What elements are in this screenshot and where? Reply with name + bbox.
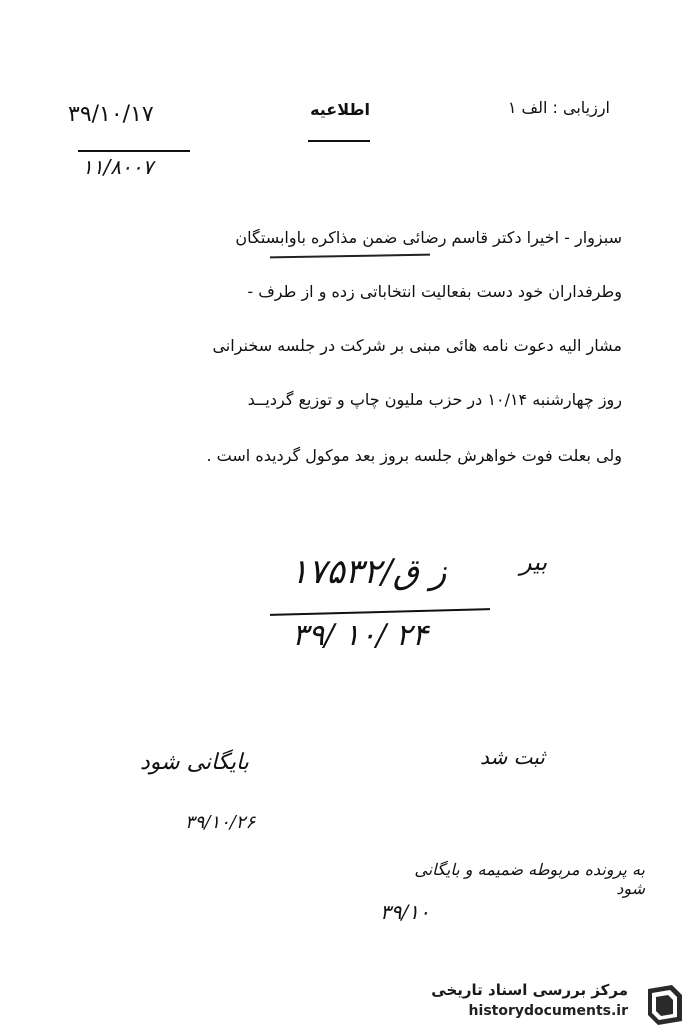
handwritten-note-bottom: به پرونده مربوطه ضمیمه و بایگانی شود: [414, 860, 645, 898]
watermark-text: مرکز بررسی اسناد تاریخی: [431, 981, 628, 999]
handwritten-registration-number: ۱۷۵۳۲/ز ق: [290, 552, 447, 592]
handwritten-note-left: بایگانی شود: [140, 750, 249, 775]
body-line-5: ولی بعلت فوت خواهرش جلسه بروز بعد موکول گردیده است .: [206, 446, 622, 465]
document-date: ۳۹/۱۰/۱۷: [68, 102, 154, 127]
handwritten-note-left-date: ۳۹/۱۰/۲۶: [185, 812, 256, 833]
handwritten-note-right: ثبت شد: [480, 745, 545, 769]
title-underline: [308, 140, 370, 142]
handwritten-divider: [270, 608, 490, 616]
handwritten-mark: بیر: [520, 548, 548, 576]
watermark: [402, 979, 692, 1027]
handwritten-date: ۳۹/ ۱۰/ ۲۴: [292, 618, 428, 653]
reference-divider: [78, 150, 190, 152]
handwritten-initial: ۳۹/۱۰: [380, 900, 430, 924]
name-underline: [270, 254, 430, 259]
document-title: اطلاعیه: [310, 100, 370, 119]
body-line-1: سبزوار - اخیرا دکتر قاسم رضائی ضمن مذاکره باوابستگان: [235, 228, 622, 247]
body-line-3: مشار الیه دعوت نامه هائی مبنی بر شرکت در جلسه سخنرانی: [212, 336, 622, 355]
body-line-2: وطرفداران خود دست بفعالیت انتخاباتی زده و از طرف -: [247, 282, 622, 301]
body-line-4: روز چهارشنبه ۱۰/۱۴ در حزب ملیون چاپ و توزیع گردیــد: [247, 390, 622, 409]
reference-number: ۱۱/۸۰۰۷: [82, 155, 154, 179]
classification-label: ارزیابی : الف ۱: [507, 98, 610, 117]
archive-logo-icon: [642, 981, 688, 1027]
watermark-url: historydocuments.ir: [468, 1003, 628, 1019]
